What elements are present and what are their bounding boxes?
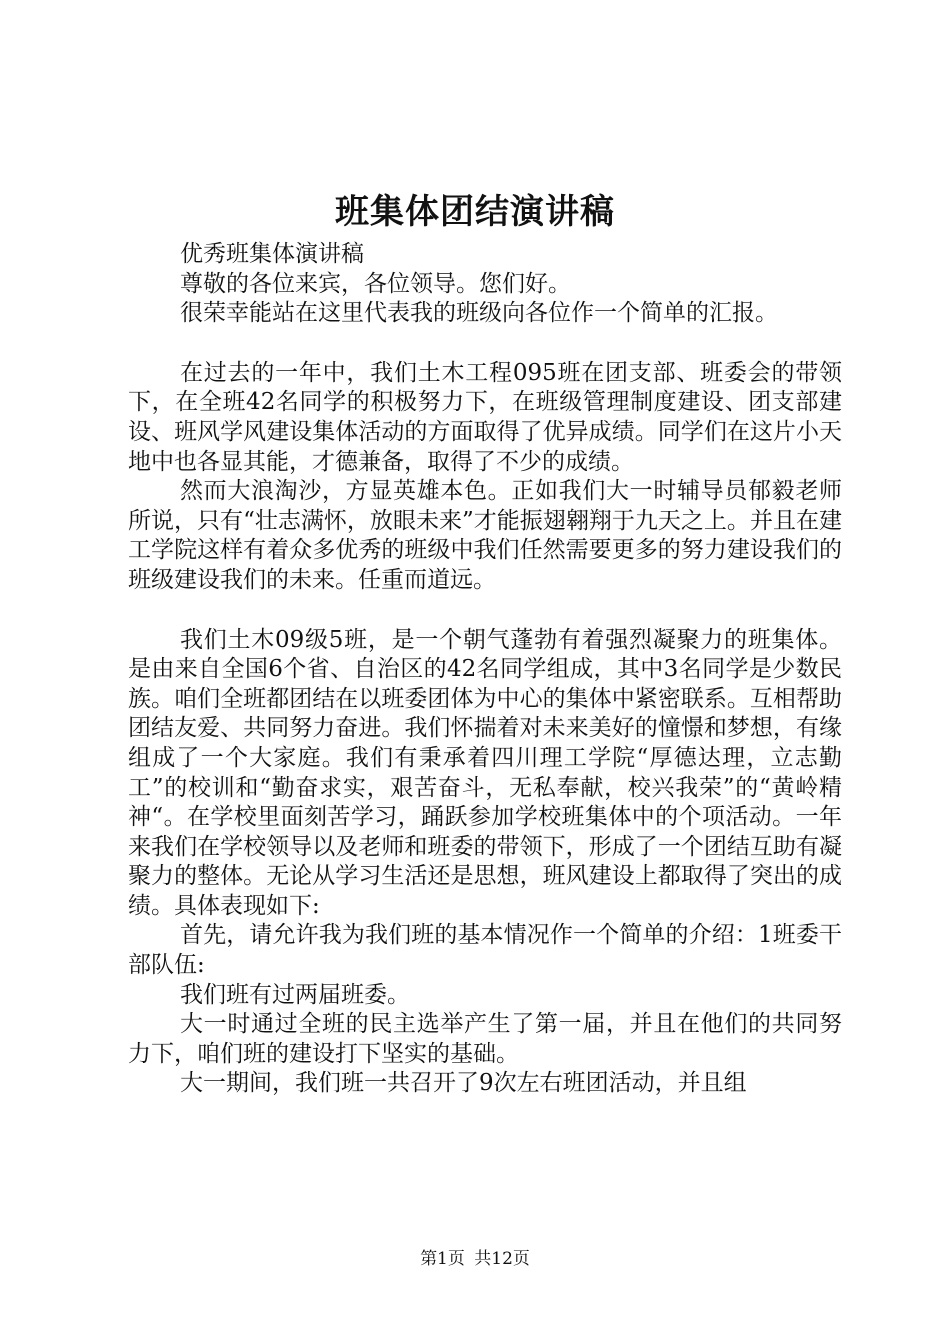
paragraph: 优秀班集体演讲稿 [180, 241, 364, 267]
paragraph-gap [128, 329, 842, 359]
page-total: 共12页 [474, 1249, 530, 1269]
document-body [128, 240, 842, 1099]
paragraph: 我们土木09级5班，是一个朝气蓬勃有着强烈凝聚力的班集体。是由来自全国6个省、自治区的42名同学组成，其中3名同学是少数民族。咱们全班都团结在以班委团体为中心的集体中紧密联系。互相帮助团结友爱、共同努力奋进。我们怀揣着对未来美好的憧憬和梦想，有缘组成了一个大家庭。我们有秉承着四川理工学院“厚德达理，立志勤工”的校训和“勤奋求实，艰苦奋斗，无私奉献，校兴我荣”的“黄岭精神“。在学校里面刻苦学习，踊跃参加学校班集体中的个项活动。一年来我们在学校领导以及老师和班委的带领下，形成了一个团结互助有凝聚力的整体。无论从学习生活还是思想，班风建设上都取得了突出的成绩。具体表现如下: [128, 626, 842, 919]
paragraph: 很荣幸能站在这里代表我的班级向各位作一个简单的汇报。 [180, 300, 778, 327]
paragraph: 尊敬的各位来宾，各位领导。您们好。 [180, 270, 571, 297]
document-title: 班集体团结演讲稿 [335, 192, 615, 232]
paragraph: 大一期间，我们班一共召开了9次左右班团活动，并且组 [180, 1070, 747, 1097]
paragraph: 然而大浪淘沙，方显英雄本色。正如我们大一时辅导员郁毅老师所说，只有“壮志满怀，放眼未来”才能振翅翱翔于九天之上。并且在建工学院这样有着众多优秀的班级中我们任然需要更多的努力建设我们的班级建设我们的未来。任重而道远。 [128, 478, 842, 593]
paragraph: 首先，请允许我为我们班的基本情况作一个简单的介绍：1班委干部队伍: [128, 922, 842, 979]
paragraph-gap [128, 596, 842, 626]
page-number: 第1页 [420, 1249, 465, 1269]
paragraph: 我们班有过两届班委。 [180, 981, 410, 1008]
page-footer [0, 1244, 950, 1269]
paragraph: 大一时通过全班的民主选举产生了第一届，并且在他们的共同努力下，咱们班的建设打下坚实的基础。 [128, 1011, 842, 1067]
paragraph: 在过去的一年中，我们土木工程095班在团支部、班委会的带领下，在全班42名同学的积极努力下，在班级管理制度建设、团支部建设、班风学风建设集体活动的方面取得了优异成绩。同学们在这片小天地中也各显其能，才德兼备，取得了不少的成绩。 [128, 359, 842, 475]
